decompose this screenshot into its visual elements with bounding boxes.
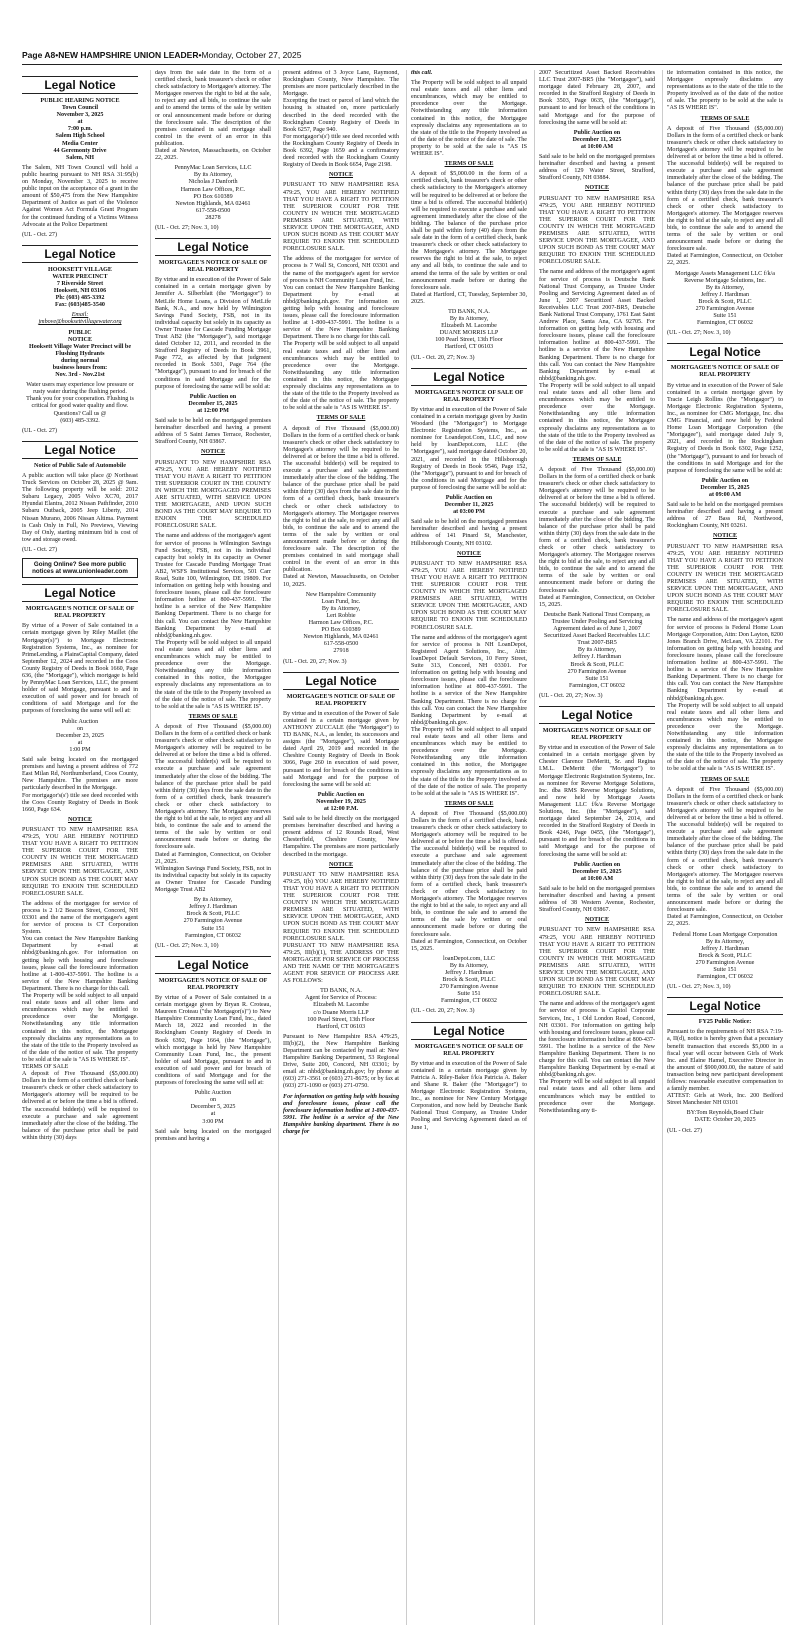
mortgage-notice-body: The name and address of the mortgagee's agent for service of process is NH LoanDepot, Registered Agent Solutions, Inc., Attn: loanDepot Default Services, 10 Ferry Street, Suite 313, Concord, NH 03301. For information on getting help with housing and foreclosure issues, please call the foreclosure information hotline at 800-437-5991. The hotline is a service of the New Hampshire Banking Department. There is no charge for this call. You can contact the New Hampshire Banking Department by e-mail at nhbd@banking.nh.gov. The Property will be sold subject to all unpaid real estate taxes and all other liens and encumbrances which may be entitled to precedence over the Mortgage. Notwithstanding any title information contained in this notice, the Mortgagee expressly disclaims any representations as to the state of the title to the Property involved as of the date of the notice of sale. The property to be sold at the sale is "AS IS WHERE IS". (411, 634, 527, 797)
mortgage-notice-body: Said sale being located on the mortgaged premises and having a present address of 772 East Milan Rd, Northumberland, Coos County, New Hampshire. The premises are more particularly described in the Mortgage. For mortgagor's(s') title see deed recorded with the Coos County Registry of Deeds in Book 1660, Page 634. (22, 757, 138, 813)
mortgage-notice-body: Said sale to be held on the mortgaged premises hereinafter described and having a present address of 5 Saint James Terrace, Rochester, Strafford County, NH 03867. (155, 418, 271, 446)
attorney-signature: Federal Home Loan Mortgage Corporation By its Attorney, Jeffrey J. Hardiman Brock & Scott, PLLC 270 Farmington Avenue Suite 151 Farmington, CT 06032 (672, 931, 778, 981)
service-agent-address: TD BANK, N.A. Agent for Service of Process: Elizabeth M. Lacombe c/o Duane Morris LLP 100 Pearl Street, 13th Floor Hartford, CT 06103 (305, 988, 377, 1030)
mortgage-notice-body: A deposit of Five Thousand ($5,000.00) Dollars in the form of a certified check or bank treasurer's check or other check satisfactory to Mortgagee's attorney will be required to be delivered at or before the time a bid is offered. The successful bidder(s) will be required to execute a purchase and sale agreement immediately after the close of the bidding. The balance of the purchase price shall be paid within thirty (30) days from the sale date in the form of a certified check, bank treasurer's check or other check satisfactory to Mortgagee's attorney. The Mortgagee reserves the right to bid at the sale, to reject any and all bids, to continue the sale and to amend the terms of the sale by written or oral announcement made before or during the foreclosure sale. The description of the premises contained in said mortgage shall control in the event of an error in this publication. Dated at Newton, Massachusetts, on October 10, 2025. (283, 425, 399, 588)
notice-subheading: NOTICE (584, 917, 610, 924)
mortgage-notice-header: MORTGAGEE'S NOTICE OF SALE OF REAL PROPERTY (286, 693, 396, 707)
flushing-notice-body: Water users may experience low pressure or rusty water during the flushing period. Thank you for your cooperation. Flushing is critical for good water quality and flow. Questions? Call us @ (603) 485-3392. (26, 382, 134, 424)
mortgage-notice-body: Said sale to be held on the mortgaged premises hereinafter described and having a present address of 38 Western Avenue, Rochester, Strafford County, NH 03867. (539, 885, 655, 914)
publication-tag: (UL - Oct. 27; Nov. 3, 10) (155, 224, 219, 231)
attorney-signature: PennyMac Loan Services, LLC By its Attorney, Nicholas J Danforth Harmon Law Offices, P.C. PO Box 610389 Newton Highlands, MA 02461 617-558-0500 28278 (174, 165, 252, 221)
statutory-notice: PURSUANT TO NEW HAMPSHIRE RSA 479:25, YOU ARE HEREBY NOTIFIED THAT YOU HAVE A RIGHT TO PETITION THE SUPERIOR COURT FOR THE COUNTY IN WHICH THE MORTGAGED PREMISES ARE SITUATED, WITH SERVICE UPON THE MORTGAGEE, AND UPON SUCH BOND AS THE COURT MAY REQUIRE TO ENJOIN THE SCHEDULED FORECLOSURE SALE. (539, 927, 655, 998)
auction-details: Public Auction on December 15, 2025 at 09:00 AM (700, 477, 750, 498)
legal-notice-heading: Legal Notice (155, 238, 271, 256)
mortgage-notice-body: Said sale to be held directly on the mortgaged premises hereinafter described and having a present address of 12 Rounds Road, West Chesterfield, Cheshire County, New Hampshire. The premises are more particularly described in the mortgage. (283, 816, 399, 858)
legal-notice-heading: Legal Notice (667, 997, 783, 1015)
flushing-notice-title: PUBLIC NOTICE Hooksett Village Water Precinct will be Flushing Hydrants during normal business hours from: Nov. 3rd - Nov.21st (28, 329, 132, 379)
auction-details: Public Auction on December 11, 2025 at 10:00 AM (572, 129, 622, 150)
attorney-signature: Mortgage Assets Management LLC f/k/a Reverse Mortgage Solutions, Inc. By its Attorney, Jeffrey J. Hardiman Brock & Scott, PLLC 270 Farmington Avenue Suite 151 Farmington, CT 06032 (675, 270, 775, 327)
attorney-signature: TD BANK, N.A. By its Attorney, Elizabeth M. Lacombe DUANE MORRIS LLP 100 Pearl Street, 13th Floor Hartford, CT 06103 (435, 309, 503, 351)
mortgage-notice-body: A deposit of Five Thousand ($5,000.00) Dollars in the form of a certified check, bank treasurer's check or other check satisfactory to Mortgagee's attorney will be required to be delivered at or before the time a bid is offered. The successful bidder(s) will be required to execute a purchase and sale agreement immediately after the close of the bidding. The balance of the purchase price shall be paid within thirty (30) days from the sale date in the form of a certified check, bank treasurer's check or other check satisfactory to Mortgagee's attorney. The Mortgagee reserves the right to bid at the sale, to reject any and all bids, to continue the sale and to amend the terms of the sale by written or oral announcement made before or during the foreclosure sale. Dated at Farmington, Connecticut, on October 15, 2025. (411, 810, 527, 952)
legal-notice-heading: Legal Notice (667, 343, 783, 361)
online-notices-box[interactable]: Going Online? See more public notices at www.unionleader.com (22, 558, 138, 578)
publication-tag: (UL - Oct. 27; Nov. 3, 10) (155, 942, 219, 949)
publication-tag: (UL - Oct. 27) (22, 231, 57, 238)
mortgage-notice-body: The Property will be sold subject to all unpaid real estate taxes and all other liens and encumbrances, which may be entitled to precedence over the Mortgage. Notwithstanding any title information contained in this notice, the Mortgagee expressly disclaims any representations as to the state of the title to the Property involved as of the date of the notice of the date of sale. The property to be sold at the sale is "AS IS WHERE IS". (411, 80, 527, 158)
publication-tag: (UL - Oct. 27; Nov. 3, 10) (667, 330, 731, 337)
terms-of-sale-heading: TERMS OF SALE (188, 713, 238, 720)
terms-of-sale-heading: TERMS OF SALE (316, 415, 366, 422)
mortgage-notice-header: MORTGAGEE'S NOTICE OF SALE OF REAL PROPERTY (158, 260, 268, 274)
water-precinct-header: HOOKSETT VILLAGE WATER PRECINCT 7 Riverside Street Hooksett, NH 03106 Ph: (603) 485-3392 Fax: (603)485-3540 (48, 266, 112, 309)
public-hearing-body: The Salem, NH Town Council will hold a public hearing pursuant to NH RSA 31:95(b) on Monday, November 3, 2025 to receive public input on the acceptance of a grant in the amount of $50,475 from the New Hampshire Department of Justice as part of the Violence Against Women Act Formula Grant Program for the continued funding of a Victims Witness Advocate at the Police Department (22, 164, 138, 228)
header-separator: • (198, 50, 202, 60)
column-1 (22, 70, 138, 1625)
mortgage-notice-body: A deposit of Five Thousand ($5,000.00) Dollars in the form of a certified check or bank treasurer's check or other check satisfactory to Mortgagee's attorney will be required to be delivered at or before the time a bid is offered. The successful bidder(s) will be required to execute a purchase and sale agreement immediately after the close of the bidding. The balance of the purchase price shall be paid within thirty (30) days from the sale date in the form of a certified check, bank treasurer's check or other check satisfactory to Mortgagee's attorney. The Mortgagee reserves the right to bid at the sale, to reject any and all bids, to continue the sale and to amend the terms of the sale by written or oral announcement made before or during the foreclosure sale. Dated at Farmington, Connecticut, on October 22, 2025. (667, 786, 783, 928)
publication-tag: (UL - Oct. 20, 27; Nov. 3) (283, 658, 347, 665)
notice-subheading: NOTICE (584, 185, 610, 192)
mortgage-notice-body: The name and address of the mortgagee's agent for service of process is Capitol Corporate Services, Inc., 1 Old London Road, Concord, NH 03301. For information on getting help with housing and foreclosure issues, please call the foreclosure information hotline at 800-437-5991. The hotline is a service of the New Hampshire Banking Department. There is no charge for this call. You can contact the New Hampshire Banking Department by e-mail at nhbd@banking.nh.gov. The Property will be sold subject to all unpaid real estate taxes and all other liens and encumbrances which may be entitled to precedence over the Mortgage. Notwithstanding any ti- (539, 1001, 655, 1114)
mortgage-notice-body: tle information contained in this notice, the Mortgagee expressly disclaims any representations as to the state of the title to the Property involved as of the date of the notice of sale. The property to be sold at the sale is "AS IS WHERE IS". (667, 70, 783, 112)
public-notice-signature: BY:Tom Reynolds,Board Chair DATE: October 20, 2025 (686, 1110, 764, 1124)
mortgage-notice-body: By virtue and in execution of the Power of Sale contained in a certain mortgage given by Tracie Leigh Rollins (the "Mortgagor") to Mortgage Electronic Registration Systems, Inc., as nominee for CMG Mortgage, Inc. dba CMG Financial, and now held by Federal Home Loan Mortgage Corporation (the "Mortgagee"), said mortgage dated July 9, 2021, and recorded in the Rockingham Registry of Deeds in Book 6302, Page 1252, (the "Mortgage"), pursuant to and for breach of the conditions in said Mortgage and for the purpose of foreclosing the same will be sold at: (667, 382, 783, 474)
mortgage-notice-body: A deposit of Five Thousand ($5,000.00) Dollars in the form of a certified check or bank treasurer's check or other check satisfactory to Mortgagee's attorney will be required to be delivered at or before the time a bid is offered. The successful bidder(s) will be required to execute a purchase and sale agreement immediately after the close of the bidding. The balance of the purchase price shall be paid within thirty (30) days from the sale date in the form of a certified check, bank treasurer's check or other check satisfactory to Mortgagee's attorney. The Mortgagee reserves the right to bid at the sale, to reject any and all bids, to continue the sale and to amend the terms of the sale by written or oral announcement made before or during the foreclosure sale. Dated at Farmington, Connecticut, on October 21, 2025. Wilmington Savings Fund Society, FSB, not in its individual capacity but solely in its capacity as Owner Trustee for Cascade Funding Mortgage Trust AB2 (155, 723, 271, 894)
mortgage-notice-header: MORTGAGEE'S NOTICE OF SALE OF REAL PROPERTY (542, 727, 652, 742)
mortgage-notice-body: By virtue and in execution of the Power of Sale contained in a certain mortgage given by ANTHONY ZUCCALE (the "Mortgagor") to TD BANK, N.A., as lender, its successors and assigns (the "Mortgagee"), said Mortgage dated April 29, 2019 and recorded in the Cheshire County Registry of Deeds in Book 3066, Page 260 in execution of said power, pursuant to and for breach of the conditions in said Mortgage and for the purpose of foreclosing the same will be sold at: (283, 710, 399, 788)
statutory-notice: PURSUANT TO NEW HAMPSHIRE RSA 479:25, YOU ARE HEREBY NOTIFIED THAT YOU HAVE A RIGHT TO PETITION THE SUPERIOR COURT FOR THE COUNTY IN WHICH THE MORTGAGED PREMISES ARE SITUATED, WITH SERVICE UPON THE MORTGAGEE, AND UPON SUCH BOND AS THE COURT MAY REQUIRE TO ENJOIN THE SCHEDULED FORECLOSURE SALE. (667, 543, 783, 614)
terms-of-sale-heading: TERMS OF SALE (700, 776, 750, 783)
statutory-notice: PURSUANT TO NEW HAMPSHIRE RSA 479:25, YOU ARE HEREBY NOTIFIED THAT YOU HAVE A RIGHT TO PETITION THE SUPERIOR COURT FOR THE COUNTY IN WHICH THE MORTGAGED PREMISES ARE SITUATED, WITH SERVICE UPON THE MORTGAGEE, AND UPON SUCH BOND AS THE COURT MAY REQUIRE TO ENJOIN THE SCHEDULED FORECLOSURE SALE. (539, 195, 655, 266)
page-number: Page A8 (22, 50, 56, 60)
notice-subheading: NOTICE (328, 861, 354, 868)
terms-of-sale-heading: TERMS OF SALE (572, 456, 622, 463)
mortgage-notice-body: The address of the mortgagee for service of process is 2 1/2 Beacon Street, Concord, NH 03301 and the name of the mortgagee's agent for service of process is CT Corporation System. You can contact the New Hampshire Banking Department by e-mail at nhbd@banking.nh.gov. For information on getting help with housing and foreclosure issues, please call the foreclosure information hotline at 1-800-437-5991. The hotline is a service of the New Hampshire Banking Department. There is no charge for this call. The Property will be sold subject to all unpaid real estate taxes and all other liens and encumbrances which may be entitled to precedence over the Mortgage. Notwithstanding any title information contained in this notice, the Mortgagee expressly disclaims any representations as to the state of the title to the Property involved as of the date of the notice of sale. The property to be sold at the sale is "AS IS WHERE IS". TERMS OF SALE A deposit of Five Thousand ($5,000.00) Dollars in the form of a certified check or bank treasurer's check or other check satisfactory to Mortgagee's attorney will be required to be delivered at or before the time a bid is offered. The successful bidder(s) will be required to execute a purchase and sale agreement immediately after the close of the bidding. The balance of the purchase price shall be paid within thirty (30) days (22, 900, 138, 1141)
mortgage-notice-body: A deposit of Five Thousand ($5,000.00) Dollars in the form of a certified check or bank treasurer's check or other check satisfactory to Mortgagee's attorney will be required to be delivered at or before the time a bid is offered. The successful bidder(s) will be required to execute a purchase and sale agreement immediately after the close of the bidding. The balance of the purchase price shall be paid within thirty (30) days from the sale date in the form of a certified check, bank treasurer's check or other check satisfactory to Mortgagee's attorney. The Mortgagee reserves the right to bid at the sale, to reject any and all bids, to continue the sale and to amend the terms of the sale by written or oral announcement made before or during the foreclosure sale. Dated at Farmington, Connecticut, on October 15, 2025. (539, 466, 655, 608)
mortgage-notice-body: The name and address of the mortgagee's agent for service of process is Federal Home Loan Mortgage Corporation, Attn: Don Layton, 8200 Jones Branch Drive, McLean, VA 22101. For information on getting help with housing and foreclosure issues, please call the foreclosure information hotline at 800-437-5991. The hotline is a service of the New Hampshire Banking Department. There is no charge for this call. You can contact the New Hampshire Banking Department by e-mail at nhbd@banking.nh.gov. The Property will be sold subject to all unpaid real estate taxes and all other liens and encumbrances which may be entitled to precedence over the Mortgage. Notwithstanding any title information contained in this notice, the Mortgagee expressly disclaims any representations as to the state of the title to the Property involved as of the date of the notice of sale. The property to be sold at the sale is "AS IS WHERE IS". (667, 617, 783, 773)
attorney-signature: Deutsche Bank National Trust Company, as Trustee Under Pooling and Servicing Agreement dated as of June 1, 2007 Securitized Asset Backed Receivables LLC Trust 2007-BR5 By its Attorney, Jeffrey J. Hardiman Brock & Scott, PLLC 270 Farmington Avenue Suite 151 Farmington, CT 06032 (543, 611, 651, 689)
statutory-notice: PURSUANT TO NEW HAMPSHIRE RSA 479:25, YOU ARE HEREBY NOTIFIED THAT YOU HAVE A RIGHT TO PETITION THE SUPERIOR COURT FOR THE COUNTY IN WHICH THE MORTGAGED PREMISES ARE SITUATED, WITH SERVICE UPON THE MORTGAGEE, AND UPON SUCH BOND AS THE COURT MAY REQUIRE TO ENJOIN THE SCHEDULED FORECLOSURE SALE. (22, 826, 138, 897)
publication-tag: (UL - Oct. 20, 27; Nov. 3) (411, 354, 475, 361)
header-separator: • (55, 50, 59, 60)
legal-notice-heading: Legal Notice (155, 956, 271, 974)
mortgage-notice-body: present address of 3 Joyce Lane, Raymond, Rockingham County, New Hampshire. The premises are more particularly described in the Mortgage. Excepting the tract or parcel of land which the housing is situated on, more particularly described in the deed recorded with the Rockingham County Registry of Deeds in Book 6257, Page 940. For mortgagor's(s') title see deed recorded with the Rockingham County Registry of Deeds in Book 6392, Page 1659 and a confirmatory deed recorded with the Rockingham County Registry of Deeds in Book 6654, Page 2198. (283, 70, 399, 169)
legal-notice-heading: Legal Notice (539, 706, 655, 724)
notice-subheading: NOTICE (712, 533, 738, 540)
publication-tag: (UL - Oct. 27) (22, 427, 57, 434)
public-hearing-header: PUBLIC HEARING NOTICE Town Council November 3, 2025 at 7:00 p.m. Salem High School Media Center 44 Geremonty Drive Salem, NH (40, 98, 120, 161)
publication-tag: (UL - Oct. 27) (22, 546, 57, 553)
auction-details: Public Auction on December 5, 2025 at 3:00 PM (190, 1090, 236, 1125)
notice-subheading: NOTICE (456, 550, 482, 557)
auction-details: Public Auction on December 11, 2025 at 03:00 PM (444, 494, 494, 516)
mortgage-notice-header: MORTGAGEE'S NOTICE OF SALE OF REAL PROPERTY (414, 389, 524, 403)
public-notice-header: FY25 Public Notice: (698, 1019, 752, 1026)
mortgage-notice-body: By virtue and in execution of the Power of Sale contained in a certain mortgage given by Jennifer A. Silberblatt (the "Mortgagor") to MetLife Home Loans, a Division of MetLife Bank, N.A., and now held by Wilmington Savings Fund Society, FSB, not in its individual capacity but solely in its capacity as Owner Trustee for Cascade Funding Mortgage Trust AB2 (the "Mortgagee"), said mortgage dated October 12, 2011, and recorded in the Strafford Registry of Deeds in Book 3961, Page 772, as affected by that judgment recorded in Book 5301, Page 764 (the "Mortgage"), pursuant to and for breach of the conditions in said Mortgage and for the purpose of foreclosing the same will be sold at: (155, 277, 271, 390)
mortgage-notice-body: Said sale to be held on the mortgaged premises hereinafter described and having a present address of 27 Bass Rd, Northwood, Rockingham County, NH 03261. (667, 502, 783, 530)
mortgage-notice-body: By virtue of a Power of Sale contained in a certain mortgage given by Bryan R. Croteau, Maureen Croteau ("the Mortgagor(s)") to New Hampshire Community Loan Fund, Inc., dated March 18, 2022 and recorded in the Rockingham County Registry of Deeds in Book 6392, Page 1664, (the "Mortgage"), which mortgage is held by New Hampshire Community Loan Fund, Inc., the present holder of said Mortgage, pursuant to and in execution of said power and for breach of conditions of said Mortgage and for the purposes of foreclosing the same will sell at: (155, 994, 271, 1087)
column-5 (534, 70, 655, 1625)
foreclosure-hotline-note: this call. (411, 70, 433, 76)
page-header (22, 48, 782, 65)
legal-notice-heading: Legal Notice (22, 76, 138, 94)
mortgage-notice-body: Pursuant to New Hampshire RSA 479:25, III(b)(2), the New Hampshire Banking Department can be contacted by mail at: New Hampshire Banking Department, 53 Regional Drive, Suite 200, Concord, NH 03301; by email at: nhbd@banking.nh.gov; by phone at (603) 271-3561 or (603) 271-8675; or by fax at (603) 271-1090 or (603) 271-0750. (283, 1033, 399, 1090)
terms-of-sale-heading: TERMS OF SALE (444, 161, 494, 168)
mortgage-notice-body: A deposit of Five Thousand ($5,000.00) Dollars in the form of a certified check or bank treasurer's check or other check satisfactory to Mortgagee's attorney will be required to be delivered at or before the time a bid is offered. The successful bidder(s) will be required to execute a purchase and sale agreement immediately after the close of the bidding. The balance of the purchase price shall be paid within thirty (30) days from the sale date in the form of a certified check, bank treasurer's check or other check satisfactory to Mortgagee's attorney. The Mortgagee reserves the right to bid at the sale, to reject any and all bids, to continue the sale and to amend the terms of the sale by written or oral announcement made before or during the foreclosure sale. Dated at Farmington, Connecticut, on October 22, 2025. (667, 125, 783, 267)
mortgage-notice-body: 2007 Securitized Asset Backed Receivables LLC Trust 2007-BR5 (the "Mortgagee"), said mortgage dated February 28, 2007, and recorded in the Strafford Registry of Deeds in Book 3503, Page 0635, (the "Mortgage"), pursuant to and for breach of the conditions in said Mortgage and for the purpose of foreclosing the same will be sold at: (539, 70, 655, 126)
auction-details: Public Auction on November 19, 2025 at 12:00 P.M. (316, 791, 366, 812)
statutory-notice: PURSUANT TO NEW HAMPSHIRE RSA 479:25, I(b) YOU ARE HEREBY NOTIFIED THAT YOU HAVE A RIGHT TO PETITION THE SUPERIOR COURT FOR THE COUNTY IN WHICH THE MORTGAGED PREMISES ARE SITUATED, WITH SERVICE UPON THE MORTGAGEE, AND UPON SUCH BOND AS THE COURT MAY REQUIRE TO ENJOIN THE SCHEDULED FORECLOSURE SALE. PURSUANT TO NEW HAMPSHIRE RSA 479:25, III(b)(1), THE ADDRESS OF THE MORTGAGEE FOR SERVICE OF PROCESS AND THE NAME OF THE MORTGAGEE'S AGENT FOR SERVICE OF PROCESS ARE AS FOLLOWS: (283, 871, 399, 985)
legal-notice-heading: Legal Notice (411, 368, 527, 386)
legal-notice-heading: Legal Notice (22, 441, 138, 459)
column-3 (278, 70, 399, 1625)
notice-subheading: NOTICE (328, 172, 354, 179)
mortgage-notice-body: days from the sale date in the form of a certified check, bank treasurer's check or other check satisfactory to Mortgagee's attorney. The Mortgagee reserves the right to bid at the sale, to reject any and all bids, to continue the sale and to amend the terms of the sale by written or oral announcement made before or during the foreclosure sale. The description of the premises contained in said mortgage shall control in the event of an error in this publication. Dated at Newton, Massachusetts, on October 22, 2025. (155, 70, 271, 162)
legal-notice-heading: Legal Notice (411, 1022, 527, 1040)
auction-details: Public Auction on December 15, 2025 at 10:00 AM (572, 861, 622, 882)
public-notice-body: Pursuant to the requirements of NH RSA 7:19-a, II(d), notice is hereby given that a pecuniary benefit transaction that exceeds $5,000 in a fiscal year will occur between Girls of Work Inc. and Elaine Hamel, Executive Director in the amount of $900,000.00, the nature of said transaction being new participant development follows: reasonable executive compensation to a family member. ATTEST: Girls at Work, Inc. 200 Bedford Street Manchester NH 03101 (667, 1029, 783, 1107)
auction-details: Public Auction on December 23, 2025 at 1:00 PM (56, 718, 104, 753)
notice-subheading: NOTICE (200, 449, 226, 456)
auction-details: Public Auction on December 15, 2025 at 12:00 PM (188, 393, 238, 414)
attorney-signature: New Hampshire Community Loan Fund, Inc. By its Attorney, Leri Robbie Harmon Law Offices, P.C. PO Box 610389 Newton Highlands, MA 02461 617-558-0500 27918 (303, 591, 379, 655)
auto-sale-body: A public auction will take place @ Northeast Truck Services on October 28, 2025 @ 9am. The following property will be sold: 2012 Subaru Legacy, 2005 Volvo XC70, 2017 Hyundai Elantra, 2012 Nissan Pathfinder, 2010 Subaru Outback, 2005 Jeep Liberty, 2014 Nissan Murano, 2006 Nissan Altima. Payment is Cash Only in Full, No Previews, Viewing Day of Only, starting minimum bid is cost of tow and storage owed. (22, 472, 138, 543)
terms-of-sale-heading: TERMS OF SALE (444, 800, 494, 807)
mortgage-notice-body: Said sale to be held on the mortgaged premises hereinafter described and having a present address of 129 Water Street, Strafford, Strafford County, NH 03884. (539, 154, 655, 182)
statutory-notice: PURSUANT TO NEW HAMPSHIRE RSA 479:25, YOU ARE HEREBY NOTIFIED THAT YOU HAVE A RIGHT TO PETITION THE SUPERIOR COURT IN THE COUNTY IN WHICH THE MORTGAGED PREMISES ARE SITUATED, WITH SERVICE UPON THE MORTGAGEE, AND UPON SUCH BOND AS THE COURT MAY REQUIRE TO ENJOIN THE SCHEDULED FORECLOSURE SALE. (155, 459, 271, 530)
issue-date: Monday, October 27, 2025 (201, 50, 302, 60)
legal-notice-heading: Legal Notice (22, 245, 138, 263)
mortgage-notice-body: By virtue and in execution of the Power of Sale contained in a certain mortgage given by Chester Clarence DeMeritt, Sr. and Regina I.M.L. DeMeritt (the "Mortgagor") to Mortgage Electronic Registration Systems, Inc. as nominee for Reverse Mortgage Solutions, Inc. dba RMS Reverse Mortgage Solutions, and now held by Mortgage Assets Management LLC f/k/a Reverse Mortgage Solutions, Inc. (the "Mortgagee"), said mortgage dated September 24, 2014, and recorded in the Strafford Registry of Deeds in Book 4246, Page 0455, (the "Mortgage"), pursuant to and for breach of the conditions in said Mortgage and for the purpose of foreclosing the same will be sold at: (539, 745, 655, 858)
legal-notice-heading: Legal Notice (283, 672, 399, 690)
mortgage-notice-body: The name and address of the mortgagee's agent for service of process is Deutsche Bank National Trust Company, as Trustee Under Pooling and Servicing Agreement dated as of June 1, 2007 Securitized Asset Backed Receivables LLC Trust 2007-BR5, Deutsche Bank National Trust Company, 1761 East Saint Andrew Place, Santa Ana, CA 92705. For information on getting help with housing and foreclosure issues, please call the foreclosure information hotline at 800-437-5991. The hotline is a service of the New Hampshire Banking Department. There is no charge for this call. You can contact the New Hampshire Banking Department by e-mail at nhbd@banking.nh.gov. The Property will be sold subject to all unpaid real estate taxes and all other liens and encumbrances which may be entitled to precedence over the Mortgage. Notwithstanding any title information contained in this notice, the Mortgagee expressly disclaims any representations as to the state of the title to the Property involved as of the date of the notice of sale. The property to be sold at the sale is "AS IS WHERE IS". (539, 269, 655, 453)
mortgage-notice-body: A deposit of $5,000.00 in the form of a certified check, bank treasurer's check or other check satisfactory to the Mortgagee's attorney will be required to be delivered at or before the time a bid is offered. The successful bidder(s) will be required to execute a purchase and sale agreement immediately after the close of the bidding. The balance of the purchase price shall be paid within forty (40) days from the sale date in the form of a certified check, bank treasurer's check or other check satisfactory to the Mortgagee's attorney. The Mortgagee reserves the right to bid at the sale, to reject any and all bids, to continue the sale and to amend the terms of the sale by written or oral announcement made before or during the foreclosure sale. Dated at Hartford, CT, Tuesday, September 30, 2025. (411, 171, 527, 305)
legal-notice-heading: Legal Notice (22, 584, 138, 602)
notice-subheading: NOTICE (67, 816, 93, 823)
auto-sale-header: Notice of Public Sale of Automobile (34, 462, 126, 469)
foreclosure-hotline-note: For information on getting help with housing and foreclosure issues, please call the foreclosure information hotline at 1-800-437-5991. The hotline is a service of the New Hampshire banking department. There is no charge for (283, 1093, 399, 1136)
attorney-signature: loanDepot.com, LLC By its Attorney, Jeffrey J. Hardiman Brock & Scott, PLLC 270 Farmington Avenue Suite 151 Farmington, CT 06032 (439, 955, 499, 1005)
mortgage-notice-header: MORTGAGEE'S NOTICE OF SALE OF REAL PROPERTY (25, 606, 135, 620)
mortgage-notice-body: By virtue of a Power of Sale contained in a certain mortgage given by Riley Maillet (the Mortgagor(s)") to Mortgage Electronic Registration Systems, Inc., as nominee for PrimeLending, a PlainsCapital Company, dated September 12, 2024 and recorded in the Coos County Registry of Deeds in Book 1660, Page 636, (the "Mortgage"), which mortgage is held by PennyMac Loan Services, LLC, the present holder of said Mortgage, pursuant to and in execution of said power and for breach of conditions of said Mortgage and for the purposes of foreclosing the same will sell at: (22, 623, 138, 715)
terms-of-sale-heading: TERMS OF SALE (700, 115, 750, 122)
publication-tag: (UL - Oct. 27; Nov. 3, 10) (667, 984, 731, 991)
mortgage-notice-header: MORTGAGEE'S NOTICE OF SALE OF REAL PROPERTY (414, 1043, 524, 1057)
publication-tag: (UL - Oct. 20, 27; Nov. 3) (539, 692, 603, 699)
publication-tag: (UL - Oct. 20, 27; Nov. 3) (411, 1008, 475, 1015)
mortgage-notice-body: Said sale to be held on the mortgaged premises hereinafter described and having a present address of 141 Pinard St, Manchester, Hillsborough County, NH 03102. (411, 519, 527, 547)
mortgage-notice-header: MORTGAGEE'S NOTICE OF SALE OF REAL PROPERTY (670, 365, 780, 379)
mortgage-notice-body: By virtue and in execution of the Power of Sale contained in a certain mortgage given by Patricia A. Riley-Baker f/k/a Patricia A. Baker and Shane R. Baker (the "Mortgagor") to Mortgage Electronic Registration Systems, Inc., as nominee for New Century Mortgage Corporation, and now held by Deutsche Bank National Trust Company, as Trustee Under Pooling and Servicing Agreement dated as of June 1, (411, 1060, 527, 1131)
attorney-signature: By its Attorney, Jeffrey J. Hardiman Brock & Scott, PLLC 270 Farmington Avenue Suite 151 Farmington, CT 06032 (183, 897, 243, 939)
column-6 (662, 70, 783, 1625)
statutory-notice: PURSUANT TO NEW HAMPSHIRE RSA 479:25, YOU ARE HEREBY NOTIFIED THAT YOU HAVE A RIGHT TO PETITION THE SUPERIOR COURT FOR THE COUNTY IN WHICH THE MORTGAGED PREMISES ARE SITUATED, WITH SERVICE UPON THE MORTGAGEE, AND UPON SUCH BOND AS THE COURT MAY REQUIRE TO ENJOIN THE SCHEDULED FORECLOSURE SALE. (411, 560, 527, 631)
newspaper-name: NEW HAMPSHIRE UNION LEADER (58, 50, 199, 60)
column-4 (406, 70, 527, 1625)
legal-notices-page (22, 70, 782, 1625)
column-2 (150, 70, 271, 1625)
publication-tag: (UL - Oct. 27) (667, 1127, 702, 1134)
water-precinct-email[interactable]: Email: jmbove@hooksettvillagewater.org (38, 312, 122, 326)
mortgage-notice-body: The name and address of the mortgagee's agent for service of process is Wilmington Savings Fund Society, FSB, not in its individual capacity but solely in its capacity as Owner Trustee for Cascade Funding Mortgage Trust AB2, WSFS Institutional Services, 501 Carr Road, Suite 100, Wilmington, DE 19809. For information on getting help with housing and foreclosure issues, please call the foreclosure information hotline at 800-437-5991. The hotline is a service of the New Hampshire Banking Department. There is no charge for this call. You can contact the New Hampshire Banking Department by e-mail at nhbd@banking.nh.gov. The Property will be sold subject to all unpaid real estate taxes and all other liens and encumbrances which may be entitled to precedence over the Mortgage. Notwithstanding any title information contained in this notice, the Mortgagee expressly disclaims any representations as to the state of the title to the Property involved as of the date of the notice of sale. The property to be sold at the sale is "AS IS WHERE IS". (155, 533, 271, 710)
mortgage-notice-body: By virtue and in execution of the Power of Sale contained in a certain mortgage given by Justin Woodard (the "Mortgagor") to Mortgage Electronic Registration Systems, Inc., as nominee for Loandepot.Com, LLC, and now held by loanDepot.com, LLC (the "Mortgagee"), said mortgage dated October 20, 2021, and recorded in the Hillsborough Registry of Deeds in Book 9546, Page 152, (the "Mortgage"), pursuant to and for breach of the conditions in said Mortgage and for the purpose of foreclosing the same will be sold at: (411, 406, 527, 491)
statutory-notice: PURSUANT TO NEW HAMPSHIRE RSA 479:25, YOU ARE HEREBY NOTIFIED THAT YOU HAVE A RIGHT TO PETITION THE SUPERIOR COURT FOR THE COUNTY IN WHICH THE MORTGAGED PREMISES ARE SITUATED, WITH SERVICE UPON THE MORTGAGEE, AND UPON SUCH BOND AS THE COURT MAY REQUIRE TO ENJOIN THE SCHEDULED FORECLOSURE SALE. (283, 182, 399, 253)
mortgage-notice-header: MORTGAGEE'S NOTICE OF SALE OF REAL PROPERTY (158, 977, 268, 991)
mortgage-notice-body: The address of the mortgagee for service of process is 7 Wall St, Concord, NH 03301 and the name of the mortgagee's agent for service of process is NH Community Loan Fund, Inc. You can contact the New Hampshire Banking Department by e-mail at nhbd@banking.nh.gov. For information on getting help with housing and foreclosure issues, please call the foreclosure information hotline at 1-800-437-5991. The hotline is a service of the New Hampshire Banking Department. There is no charge for this call. The Property will be sold subject to all unpaid real estate taxes and all other liens and encumbrances which may be entitled to precedence over the Mortgage. Notwithstanding any title information contained in this notice, the Mortgagee expressly disclaims any representations as to the state of the title to the Property involved as of the date of the notice of sale. The property to be sold at the sale is "AS IS WHERE IS". (283, 256, 399, 412)
mortgage-notice-body: Said sale being located on the mortgaged premises and having a (155, 1128, 271, 1142)
